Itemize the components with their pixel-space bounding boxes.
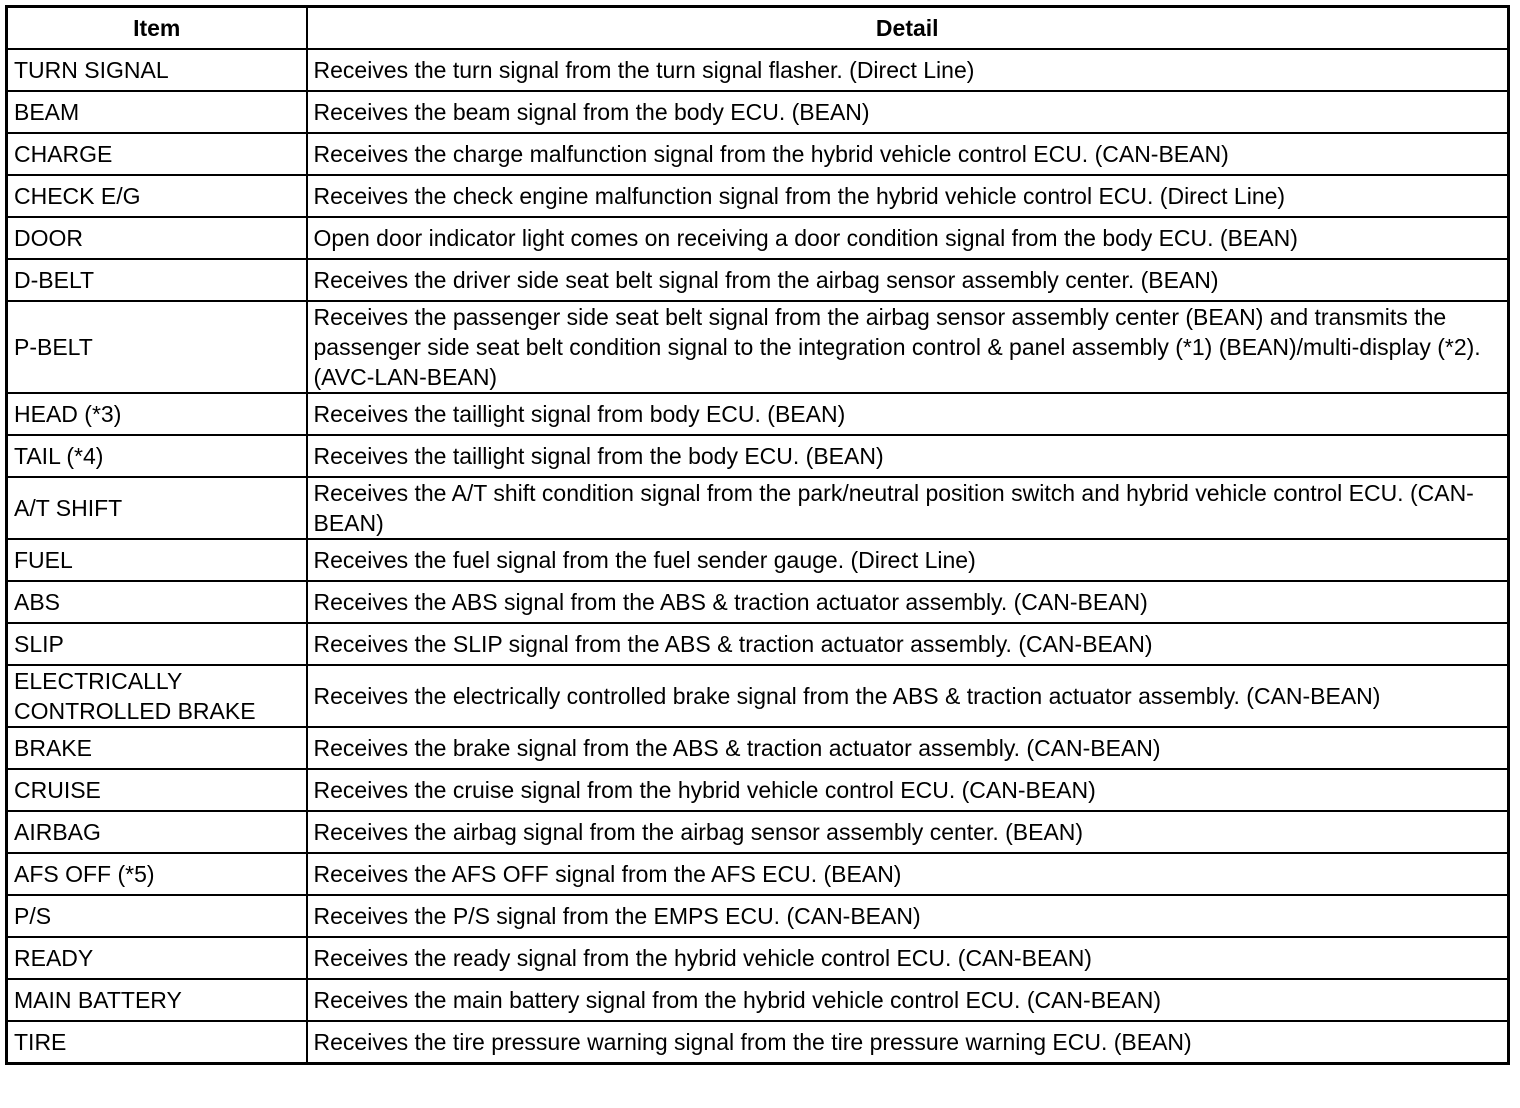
document-page (5, 5, 1507, 1065)
detail-cell: Receives the airbag signal from the airbag sensor assembly center. (BEAN) (307, 811, 1509, 853)
table-row (7, 435, 1509, 477)
item-cell: ELECTRICALLY CONTROLLED BRAKE (7, 665, 307, 727)
table-row (7, 259, 1509, 301)
header-detail: Detail (307, 7, 1509, 50)
table-row (7, 49, 1509, 91)
detail-cell: Receives the fuel signal from the fuel sender gauge. (Direct Line) (307, 539, 1509, 581)
detail-cell: Receives the main battery signal from the hybrid vehicle control ECU. (CAN-BEAN) (307, 979, 1509, 1021)
table-row (7, 581, 1509, 623)
table-row (7, 477, 1509, 539)
detail-cell: Open door indicator light comes on receiving a door condition signal from the body ECU. (BEAN) (307, 217, 1509, 259)
table-row (7, 727, 1509, 769)
detail-cell: Receives the brake signal from the ABS & traction actuator assembly. (CAN-BEAN) (307, 727, 1509, 769)
item-cell: SLIP (7, 623, 307, 665)
item-cell: TURN SIGNAL (7, 49, 307, 91)
detail-cell: Receives the beam signal from the body ECU. (BEAN) (307, 91, 1509, 133)
detail-cell: Receives the check engine malfunction signal from the hybrid vehicle control ECU. (Direct Line) (307, 175, 1509, 217)
table-row (7, 91, 1509, 133)
item-cell: AFS OFF (*5) (7, 853, 307, 895)
item-cell: BEAM (7, 91, 307, 133)
detail-cell: Receives the driver side seat belt signal from the airbag sensor assembly center. (BEAN) (307, 259, 1509, 301)
item-detail-table (5, 5, 1510, 1065)
table-row (7, 769, 1509, 811)
item-cell: AIRBAG (7, 811, 307, 853)
detail-cell: Receives the taillight signal from the body ECU. (BEAN) (307, 435, 1509, 477)
item-cell: BRAKE (7, 727, 307, 769)
detail-cell: Receives the ready signal from the hybrid vehicle control ECU. (CAN-BEAN) (307, 937, 1509, 979)
table-row (7, 539, 1509, 581)
table-row (7, 217, 1509, 259)
detail-cell: Receives the cruise signal from the hybrid vehicle control ECU. (CAN-BEAN) (307, 769, 1509, 811)
item-cell: MAIN BATTERY (7, 979, 307, 1021)
table-row (7, 811, 1509, 853)
table-row (7, 937, 1509, 979)
table-row (7, 175, 1509, 217)
item-cell: ABS (7, 581, 307, 623)
table-row (7, 853, 1509, 895)
table-body (7, 49, 1509, 1064)
detail-cell: Receives the passenger side seat belt signal from the airbag sensor assembly center (BEAN) and transmits the passenger side seat belt condition signal to the integration control & panel assembly (*1) (BEAN)/multi-display (*2). (AVC-LAN-BEAN) (307, 301, 1509, 393)
item-cell: A/T SHIFT (7, 477, 307, 539)
detail-cell: Receives the AFS OFF signal from the AFS ECU. (BEAN) (307, 853, 1509, 895)
item-cell: CHECK E/G (7, 175, 307, 217)
table-row (7, 301, 1509, 393)
detail-cell: Receives the A/T shift condition signal from the park/neutral position switch and hybrid vehicle control ECU. (CAN-BEAN) (307, 477, 1509, 539)
item-cell: CRUISE (7, 769, 307, 811)
item-cell: CHARGE (7, 133, 307, 175)
item-cell: D-BELT (7, 259, 307, 301)
detail-cell: Receives the taillight signal from body ECU. (BEAN) (307, 393, 1509, 435)
table-row (7, 895, 1509, 937)
item-cell: P/S (7, 895, 307, 937)
item-cell: TIRE (7, 1021, 307, 1064)
table-header-row (7, 7, 1509, 50)
detail-cell: Receives the electrically controlled brake signal from the ABS & traction actuator assembly. (CAN-BEAN) (307, 665, 1509, 727)
item-cell: READY (7, 937, 307, 979)
detail-cell: Receives the tire pressure warning signal from the tire pressure warning ECU. (BEAN) (307, 1021, 1509, 1064)
header-item: Item (7, 7, 307, 50)
item-cell: FUEL (7, 539, 307, 581)
table-row (7, 393, 1509, 435)
table-row (7, 133, 1509, 175)
item-cell: P-BELT (7, 301, 307, 393)
item-cell: TAIL (*4) (7, 435, 307, 477)
detail-cell: Receives the ABS signal from the ABS & traction actuator assembly. (CAN-BEAN) (307, 581, 1509, 623)
detail-cell: Receives the turn signal from the turn signal flasher. (Direct Line) (307, 49, 1509, 91)
table-row (7, 623, 1509, 665)
table-row (7, 1021, 1509, 1064)
detail-cell: Receives the SLIP signal from the ABS & traction actuator assembly. (CAN-BEAN) (307, 623, 1509, 665)
table-row (7, 979, 1509, 1021)
detail-cell: Receives the charge malfunction signal from the hybrid vehicle control ECU. (CAN-BEAN) (307, 133, 1509, 175)
table-row (7, 665, 1509, 727)
item-cell: HEAD (*3) (7, 393, 307, 435)
item-cell: DOOR (7, 217, 307, 259)
detail-cell: Receives the P/S signal from the EMPS ECU. (CAN-BEAN) (307, 895, 1509, 937)
